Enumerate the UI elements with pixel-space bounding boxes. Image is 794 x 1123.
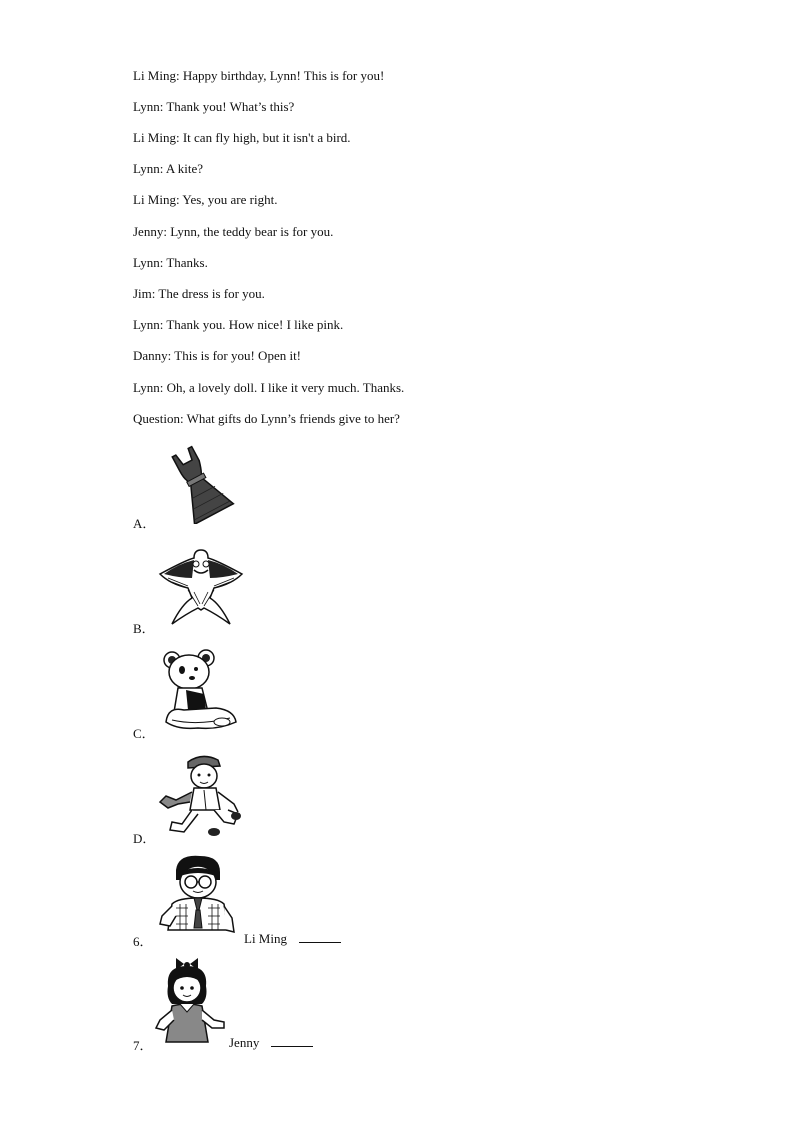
- answer-blank[interactable]: [299, 931, 341, 943]
- dialogue-line: Lynn: Oh, a lovely doll. I like it very much. Thanks.: [133, 380, 405, 395]
- kite-picture: [158, 548, 244, 628]
- dialogue-line: Lynn: A kite?: [133, 161, 204, 176]
- option-a-label: A．: [133, 516, 156, 531]
- dress-picture: [158, 444, 240, 524]
- teddy-bear-picture: [158, 648, 240, 732]
- name-label: Li Ming: [244, 931, 287, 946]
- dialogue-line: Li Ming: Happy birthday, Lynn! This is for you!: [133, 68, 385, 83]
- dialogue-line: Li Ming: Yes, you are right.: [133, 192, 278, 207]
- doll-picture: [158, 752, 244, 840]
- girl-with-bow-picture: [154, 958, 230, 1046]
- name-label: Jenny: [229, 1035, 260, 1050]
- dialogue-line: Jim: The dress is for you.: [133, 286, 265, 301]
- answer-blank[interactable]: [271, 1035, 313, 1047]
- dialogue-line: Li Ming: It can fly high, but it isn't a bird.: [133, 130, 351, 145]
- item-7-name-row: [229, 1035, 313, 1051]
- item-6-name-row: [244, 931, 341, 947]
- option-b-label: B．: [133, 621, 155, 636]
- dialogue-line: Lynn: Thank you! What’s this?: [133, 99, 295, 114]
- dialogue-line: Danny: This is for you! Open it!: [133, 348, 302, 363]
- dialogue-line: Lynn: Thanks.: [133, 255, 208, 270]
- option-c-label: C．: [133, 726, 155, 741]
- question-text: Question: What gifts do Lynn’s friends give to her?: [133, 411, 400, 426]
- dialogue-line: Lynn: Thank you. How nice! I like pink.: [133, 317, 344, 332]
- item-6-number: 6．: [133, 934, 153, 949]
- option-d-label: D．: [133, 831, 156, 846]
- dialogue-line: Jenny: Lynn, the teddy bear is for you.: [133, 224, 334, 239]
- boy-with-glasses-picture: [158, 854, 238, 936]
- item-7-number: 7．: [133, 1038, 153, 1053]
